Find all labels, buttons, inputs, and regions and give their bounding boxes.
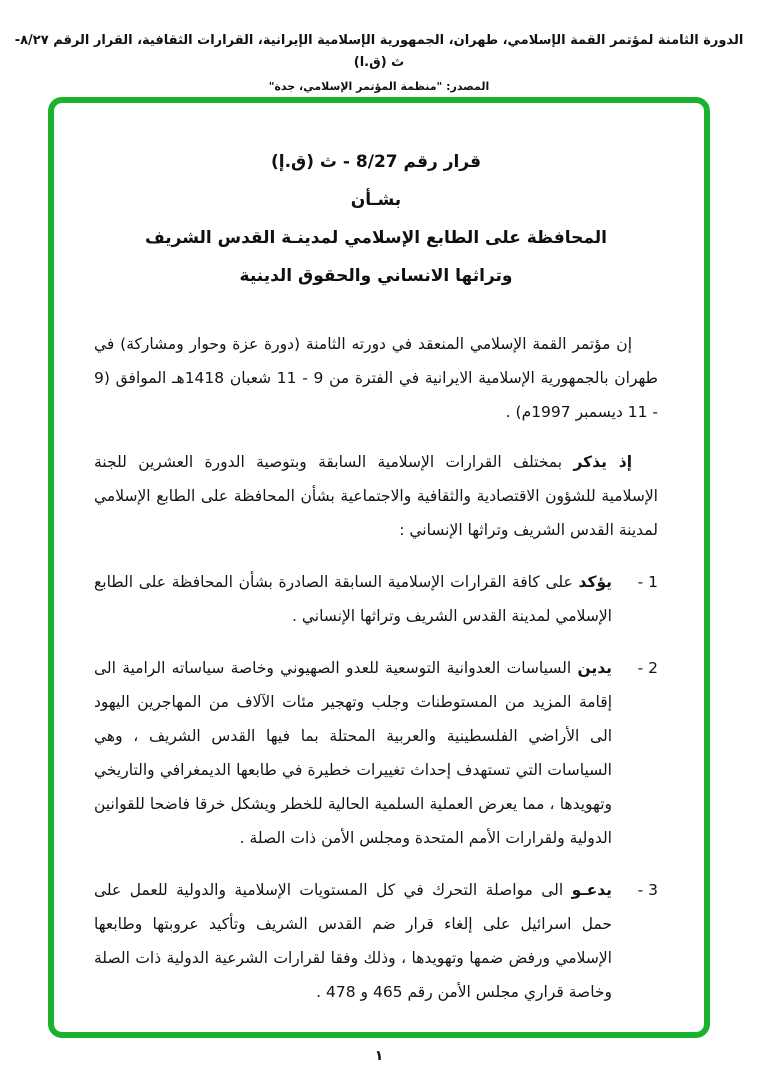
title-subject-line2: وتراثها الانساني والحقوق الدينية	[239, 266, 513, 286]
clause-item-2	[94, 651, 658, 855]
document-frame	[48, 97, 710, 1038]
clause-2-text-block	[94, 651, 612, 855]
preamble-paragraph-2-lead: إذ يذكر	[573, 453, 633, 471]
page-number: ١	[374, 1048, 384, 1064]
clause-3-number: 3 -	[637, 881, 658, 899]
preamble-paragraph-2	[94, 445, 658, 547]
clause-1-lead: يؤكد	[578, 573, 612, 591]
document-content	[54, 103, 704, 1009]
citation-line: الدورة الثامنة لمؤتمر القمة الإسلامي، طهران، الجمهورية الإسلامية الإيرانية، القرارات الثقافية، القرار الرقم ٨/٢٧-ث (ق.ا)	[14, 33, 744, 70]
citation-header	[10, 30, 748, 96]
clause-1-number: 1 -	[637, 573, 658, 591]
clause-1-text: على كافة القرارات الإسلامية السابقة الصادرة بشأن المحافظة على الطابع الإسلامي لمدينة القدس الشريف وتراثها الإنساني .	[94, 573, 612, 625]
clause-item-1	[94, 565, 658, 633]
preamble-paragraph-1	[94, 327, 658, 429]
title-subject-line1: المحافظة على الطابع الإسلامي لمدينـة القدس الشريف	[145, 228, 607, 248]
title-concerning: بشـأن	[350, 190, 402, 210]
preamble-paragraph-2-text: بمختلف القرارات الإسلامية السابقة وبتوصية الدورة العشرين للجنة الإسلامية للشؤون الاقتصادية والثقافية والاجتماعية بشأن المحافظة على الطابع الإسلامي لمدينة القدس الشريف وتراثها الإنساني :	[94, 453, 658, 539]
clause-item-3	[94, 873, 658, 1009]
resolution-number-title: قرار رقم 8/27 - ث (ق.إ)	[270, 152, 482, 172]
clause-3-text-block	[94, 873, 612, 1009]
source-line: المصدر: "منظمة المؤتمر الإسلامي، جدة"	[268, 80, 490, 93]
resolution-title-block	[94, 143, 658, 295]
preamble-paragraph-1-text: إن مؤتمر القمة الإسلامي المنعقد في دورته الثامنة (دورة عزة وحوار ومشاركة) في طهران بالجمهورية الإسلامية الايرانية في الفترة من 9 - 11 شعبان 1418هـ الموافق (9 - 11 ديسمبر 1997م) .	[94, 335, 658, 421]
clause-3-lead: يدعـو	[571, 881, 612, 899]
clause-2-text: السياسات العدوانية التوسعية للعدو الصهيوني وخاصة سياساته الرامية الى إقامة المزيد من المستوطنات وجلب وتهجير مئات الآلاف من المهاجرين اليهود الى الأراضي الفلسطينية والعربية المحتلة بما فيها القدس الشريف ، وهي السياسات التي تستهدف إحداث تغييرات خطيرة في طابعها الديمغرافي والتاريخي وتهويدها ، مما يعرض العملية السلمية الحالية للخطر ويشكل خرقا فاضحا للقوانين الدولية ولقرارات الأمم المتحدة ومجلس الأمن ذات الصلة .	[94, 659, 612, 847]
clause-2-lead: يدين	[577, 659, 612, 677]
clause-3-text: الى مواصلة التحرك في كل المستويات الإسلامية والدولية للعمل على حمل اسرائيل على إلغاء قرار ضم القدس الشريف وتأكيد عروبتها وطابعها الإسلامي ورفض ضمها وتهويدها ، وذلك وفقا لقرارات الشرعية الدولية ذات الصلة وخاصة قراري مجلس الأمن رقم 465 و 478 .	[94, 881, 612, 1001]
clause-2-number: 2 -	[637, 659, 658, 677]
clause-1-text-block	[94, 565, 612, 633]
